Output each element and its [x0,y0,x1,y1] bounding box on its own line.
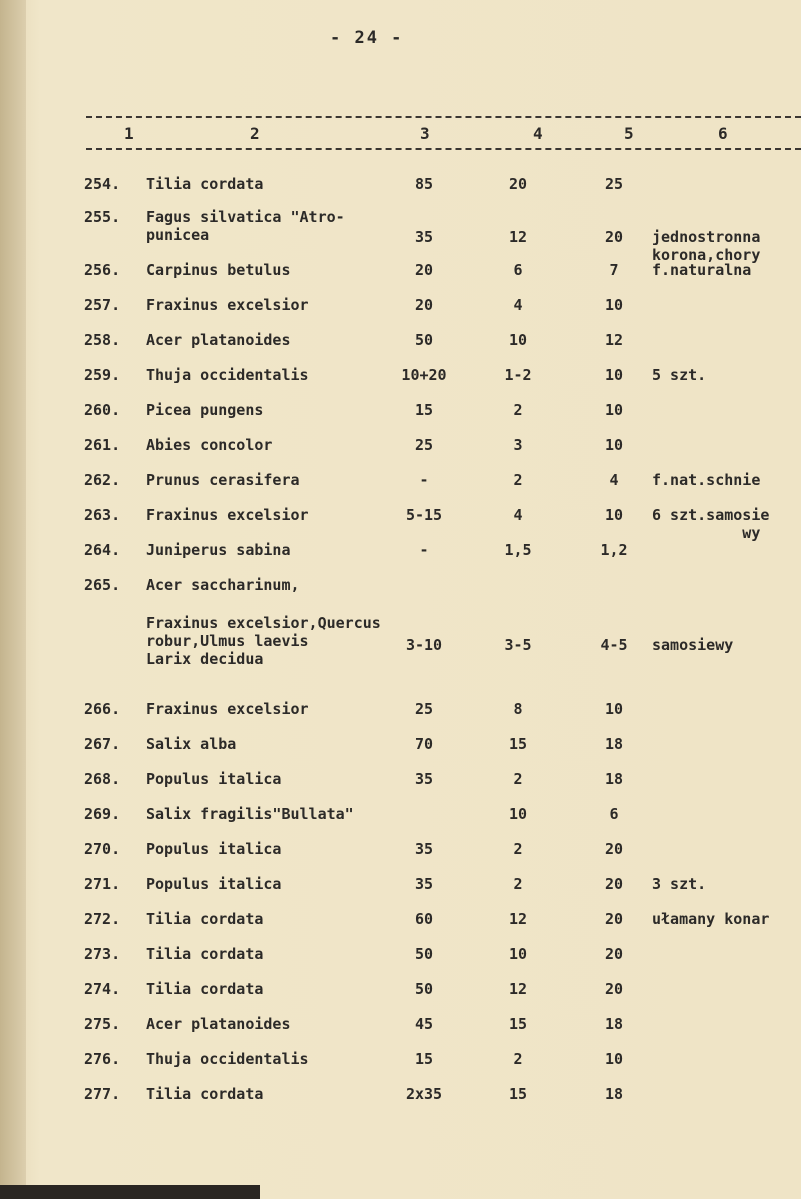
row-number: 267. [84,735,121,753]
col4-value: 4 [513,506,523,524]
col4-value: 6 [513,261,523,279]
table-row [0,366,801,390]
col5-value: 4-5 [600,636,628,654]
species-name: Thuja occidentalis [146,366,309,384]
col4-value: 15 [508,1085,528,1103]
row-number: 275. [84,1015,121,1033]
header-rule-bottom [86,148,801,150]
col5-value: 1,2 [600,541,628,559]
table-row [0,980,801,1004]
table-row [0,175,801,199]
table-row [0,840,801,864]
species-name: Fagus silvatica "Atro- punicea [146,208,345,244]
col4-value: 10 [508,805,528,823]
col5-value: 20 [604,875,624,893]
table-row [0,1015,801,1039]
col5-value: 10 [604,700,624,718]
table-row [0,875,801,899]
col4-value: 1,5 [504,541,532,559]
table-row [0,208,801,264]
species-name: Acer platanoides [146,1015,291,1033]
col4-value: 3 [513,436,523,454]
species-name: Thuja occidentalis [146,1050,309,1068]
table-row [0,331,801,355]
remarks: ułamany konar [652,910,770,928]
table-row [0,506,801,542]
row-number: 270. [84,840,121,858]
col4-value: 1-2 [504,366,532,384]
col5-value: 10 [604,436,624,454]
col4-value: 15 [508,1015,528,1033]
col4-value: 2 [513,875,523,893]
col3-value: 5-15 [405,506,443,524]
row-number: 255. [84,208,121,226]
species-name: Populus italica [146,770,282,788]
row-number: 273. [84,945,121,963]
row-number: 258. [84,331,121,349]
species-name: Abies concolor [146,436,273,454]
col3-value: 10+20 [401,366,447,384]
table-row [0,401,801,425]
table-row [0,700,801,724]
species-name: Tilia cordata [146,945,264,963]
species-name: Tilia cordata [146,910,264,928]
col4-value: 15 [508,735,528,753]
col4-value: 4 [513,296,523,314]
col4-value: 12 [508,910,528,928]
row-number: 261. [84,436,121,454]
col4-value: 2 [513,840,523,858]
table-row [0,471,801,495]
col4-value: 12 [508,980,528,998]
col3-value: - [419,541,429,559]
col3-value: 35 [414,875,434,893]
species-name: Fraxinus excelsior [146,700,309,718]
col5-value: 25 [604,175,624,193]
table-row [0,945,801,969]
row-number: 277. [84,1085,121,1103]
col3-value: 15 [414,401,434,419]
col3-value: 50 [414,331,434,349]
species-name: Picea pungens [146,401,264,419]
species-name: Fraxinus excelsior,Quercus robur,Ulmus laevis Larix decidua [146,614,381,668]
col3-value: 85 [414,175,434,193]
row-number: 254. [84,175,121,193]
col3-value: 35 [414,770,434,788]
col4-value: 20 [508,175,528,193]
row-number: 264. [84,541,121,559]
col3-value: 20 [414,261,434,279]
col5-value: 20 [604,980,624,998]
row-number: 259. [84,366,121,384]
table-row [0,1085,801,1109]
col5-value: 12 [604,331,624,349]
table-row [0,805,801,829]
col4-value: 2 [513,471,523,489]
row-number: 257. [84,296,121,314]
col3-value: 3-10 [405,636,443,654]
col3-value: 25 [414,436,434,454]
species-name: Tilia cordata [146,1085,264,1103]
col5-value: 18 [604,735,624,753]
col3-value: 35 [414,840,434,858]
remarks: 5 szt. [652,366,707,384]
species-name: Juniperus sabina [146,541,291,559]
species-name: Populus italica [146,840,282,858]
col4-value: 8 [513,700,523,718]
col4-value: 12 [508,228,528,246]
row-number: 268. [84,770,121,788]
species-name: Acer platanoides [146,331,291,349]
col4-value: 2 [513,770,523,788]
col5-value: 6 [609,805,619,823]
row-number: 271. [84,875,121,893]
table-row [0,614,801,668]
col-header-6: 6 [718,124,728,143]
header-rule-top [86,116,801,118]
col5-value: 10 [604,366,624,384]
col-header-5: 5 [624,124,634,143]
species-name: Prunus cerasifera [146,471,300,489]
col5-value: 18 [604,770,624,788]
col-header-4: 4 [533,124,543,143]
remarks: f.naturalna [652,261,752,279]
species-name: Tilia cordata [146,980,264,998]
scan-edge [0,1185,260,1199]
row-number: 256. [84,261,121,279]
remarks: 3 szt. [652,875,707,893]
col3-value: 60 [414,910,434,928]
table-row [0,910,801,934]
row-number: 274. [84,980,121,998]
col3-value: 45 [414,1015,434,1033]
col3-value: 20 [414,296,434,314]
col3-value: 50 [414,980,434,998]
col4-value: 2 [513,401,523,419]
row-number: 260. [84,401,121,419]
col5-value: 18 [604,1085,624,1103]
col4-value: 3-5 [504,636,532,654]
col5-value: 10 [604,506,624,524]
col3-value: 50 [414,945,434,963]
row-number: 272. [84,910,121,928]
table-row [0,436,801,460]
col4-value: 10 [508,945,528,963]
col5-value: 10 [604,1050,624,1068]
col5-value: 10 [604,401,624,419]
page-number: - 24 - [330,28,404,48]
row-number: 265. [84,576,121,594]
col5-value: 20 [604,840,624,858]
table-row [0,1050,801,1074]
col3-value: 35 [414,228,434,246]
species-name: Salix fragilis"Bullata" [146,805,354,823]
species-name: Tilia cordata [146,175,264,193]
table-row [0,296,801,320]
remarks: 6 szt.samosie wy [652,506,770,542]
col3-value: 25 [414,700,434,718]
row-number: 276. [84,1050,121,1068]
table-row [0,770,801,794]
remarks: jednostronna korona,chory [652,228,761,264]
col3-value: 2x35 [405,1085,443,1103]
remarks: samosiewy [652,636,734,654]
col3-value: - [419,471,429,489]
col-header-2: 2 [250,124,260,143]
row-number: 262. [84,471,121,489]
species-name: Acer saccharinum, [146,576,300,594]
species-name: Fraxinus excelsior [146,506,309,524]
col4-value: 2 [513,1050,523,1068]
col-header-3: 3 [420,124,430,143]
col5-value: 20 [604,945,624,963]
col5-value: 7 [609,261,619,279]
table-row [0,735,801,759]
remarks: f.nat.schnie [652,471,761,489]
col3-value: 70 [414,735,434,753]
col4-value: 10 [508,331,528,349]
species-name: Carpinus betulus [146,261,291,279]
species-name: Fraxinus excelsior [146,296,309,314]
row-number: 269. [84,805,121,823]
col5-value: 20 [604,910,624,928]
row-number: 263. [84,506,121,524]
col5-value: 20 [604,228,624,246]
table-row [0,261,801,285]
table-row [0,576,801,600]
species-name: Salix alba [146,735,237,753]
col5-value: 4 [609,471,619,489]
col5-value: 10 [604,296,624,314]
col5-value: 18 [604,1015,624,1033]
col3-value: 15 [414,1050,434,1068]
col-header-1: 1 [124,124,134,143]
table-row [0,541,801,565]
species-name: Populus italica [146,875,282,893]
row-number: 266. [84,700,121,718]
